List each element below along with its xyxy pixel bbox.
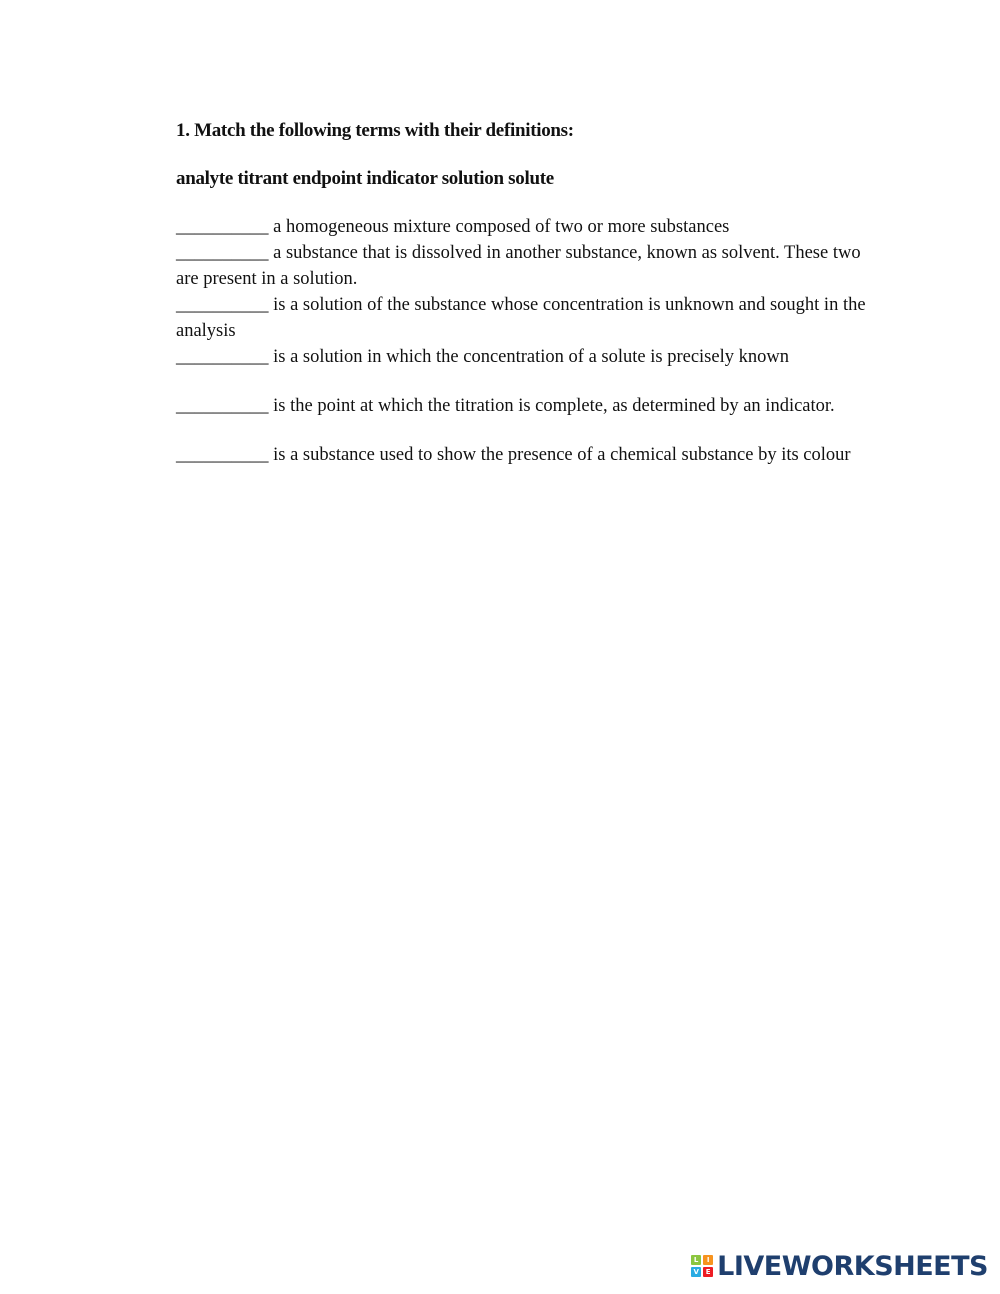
logo-mark-cell: E [703,1267,713,1277]
definition-text: a homogeneous mixture composed of two or more substances [268,217,730,237]
answer-blank[interactable]: __________ [176,217,269,237]
definition-item [176,344,866,370]
definition-item [176,214,866,240]
logo-mark-icon [691,1255,713,1277]
definition-text: is the point at which the titration is complete, as determined by an indicator. [268,396,835,416]
logo-mark-cell: I [703,1255,713,1265]
definition-text: is a solution in which the concentration of a solute is precisely known [268,347,789,367]
worksheet-content [176,118,866,468]
definition-text: is a substance used to show the presence of a chemical substance by its colour [268,445,851,465]
definition-item [176,393,866,419]
definition-item [176,442,866,468]
answer-blank[interactable]: __________ [176,243,269,263]
answer-blank[interactable]: __________ [176,347,269,367]
definition-text: is a solution of the substance whose concentration is unknown and sought in the analysis [176,295,866,341]
answer-blank[interactable]: __________ [176,396,269,416]
term-bank: analyte titrant endpoint indicator solution solute [176,168,554,189]
question-heading: 1. Match the following terms with their definitions: [176,120,574,141]
answer-blank[interactable]: __________ [176,295,269,315]
logo-mark-cell: L [691,1255,701,1265]
logo-text: LIVEWORKSHEETS [717,1250,988,1282]
logo-mark-cell: V [691,1267,701,1277]
liveworksheets-logo [691,1252,988,1280]
definition-text: a substance that is dissolved in another substance, known as solvent. These two are present in a solution. [176,243,861,289]
definition-item [176,292,866,344]
definition-item [176,240,866,292]
answer-blank[interactable]: __________ [176,445,269,465]
